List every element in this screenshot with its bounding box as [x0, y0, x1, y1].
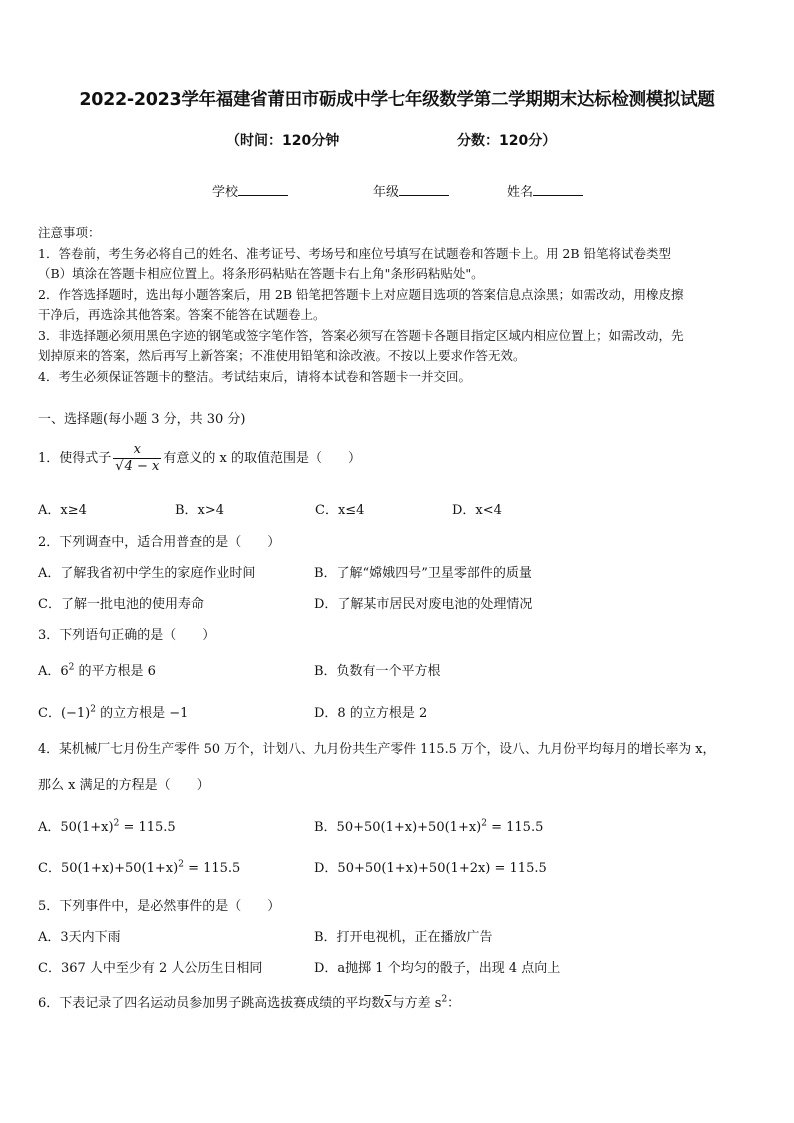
notes-line: 1．答卷前，考生务必将自己的姓名、准考证号、考场号和座位号填写在试题卷和答题卡上。用 2B 铅笔将试卷类型 — [38, 245, 672, 261]
question-5-stem: 5．下列事件中，是必然事件的是（ ） — [38, 899, 281, 914]
q1-option-d: D．x<4 — [452, 503, 502, 518]
exam-score: 分数：120分） — [457, 133, 557, 149]
question-2-stem: 2．下列调查中，适合用普查的是（ ） — [38, 535, 281, 550]
question-3-stem: 3．下列语句正确的是（ ） — [38, 628, 216, 643]
q5-option-d: D．a抛掷 1 个均匀的骰子，出现 4 点向上 — [314, 961, 561, 976]
notes-line: 划掉原来的答案，然后再写上新答案；不准使用铅笔和涂改液。不按以上要求作答无效。 — [38, 348, 526, 363]
q4-option-c: C．$50(1+x)+50(1+x)^2 = 115.5$ — [38, 859, 241, 876]
notes-line: 干净后，再选涂其他答案。答案不能答在试题卷上。 — [38, 307, 326, 322]
q4-option-d: D．50+50(1+x)+50(1+2x) = 115.5 — [314, 861, 547, 876]
q1-option-a: A．x≥4 — [38, 503, 87, 518]
q1-option-c: C．x≤4 — [315, 503, 365, 518]
question-4-stem-line2: 那么 x 满足的方程是（ ） — [38, 778, 210, 793]
question-4-stem-line1: 4．某机械厂七月份生产零件 50 万个，计划八、九月份共生产零件 115.5 万个，设八、九月份平均每月的增长率为 x， — [38, 742, 716, 757]
q3-option-c: C．$(-1)^2$ 的立方根是 −1 — [38, 704, 189, 721]
q5-option-a: A．3天内下雨 — [38, 930, 121, 945]
fraction: $\frac{x}{√4 - x}$ — [115, 442, 160, 474]
q3-option-a: A．$6^2$ 的平方根是 6 — [38, 662, 156, 679]
page-title: 2022-2023学年福建省莆田市砺成中学七年级数学第二学期期末达标检测模拟试题 — [79, 90, 715, 110]
q2-option-b: B．了解“嫦娥四号”卫星零部件的质量 — [314, 566, 532, 581]
notes-heading: 注意事项： — [38, 225, 101, 240]
q2-option-d: D．了解某市居民对废电池的处理情况 — [314, 597, 533, 612]
exam-time: （时间：120分钟 — [226, 133, 340, 149]
school-field: 学校 — [212, 181, 288, 200]
section-heading: 一、选择题(每小题 3 分，共 30 分) — [38, 412, 246, 427]
notes-block — [38, 223, 758, 387]
name-field: 姓名 — [507, 181, 583, 200]
grade-field: 年级 — [373, 181, 449, 200]
q2-option-c: C．了解一批电池的使用寿命 — [38, 597, 204, 612]
notes-line: 4．考生必须保证答题卡的整洁。考试结束后，请将本试卷和答题卡一并交回。 — [38, 368, 471, 384]
q2-option-a: A．了解我省初中学生的家庭作业时间 — [38, 566, 256, 581]
question-6-stem: 6．下表记录了四名运动员参加男子跳高选拔赛成绩的平均数$\overline{x}$与方差 $s^2$： — [38, 994, 461, 1011]
question-1-stem: 1．使得式子 $\frac{x}{√4 - x}$ 有意义的 x 的取值范围是（ ） — [38, 442, 361, 474]
q1-option-b: B．x>4 — [175, 503, 225, 518]
q5-option-c: C．367 人中至少有 2 人公历生日相同 — [38, 961, 263, 976]
q4-option-b: B．$50+50(1+x)+50(1+x)^2 = 115.5$ — [314, 818, 544, 835]
notes-line: 3．非选择题必须用黑色字迹的钢笔或签字笔作答，答案必须写在答题卡各题目指定区域内相应位置上；如需改动，先 — [38, 327, 684, 343]
q3-option-d: D．8 的立方根是 2 — [314, 706, 428, 721]
q4-option-a: A．$50(1+x)^2 = 115.5$ — [38, 818, 176, 835]
notes-line: 2．作答选择题时，选出每小题答案后，用 2B 铅笔把答题卡上对应题目选项的答案信息点涂黑；如需改动，用橡皮擦 — [38, 286, 684, 302]
q3-option-b: B．负数有一个平方根 — [314, 664, 441, 679]
notes-line: （B）填涂在答题卡相应位置上。将条形码粘贴在答题卡右上角"条形码粘贴处"。 — [38, 266, 484, 281]
q5-option-b: B．打开电视机，正在播放广告 — [314, 930, 493, 945]
